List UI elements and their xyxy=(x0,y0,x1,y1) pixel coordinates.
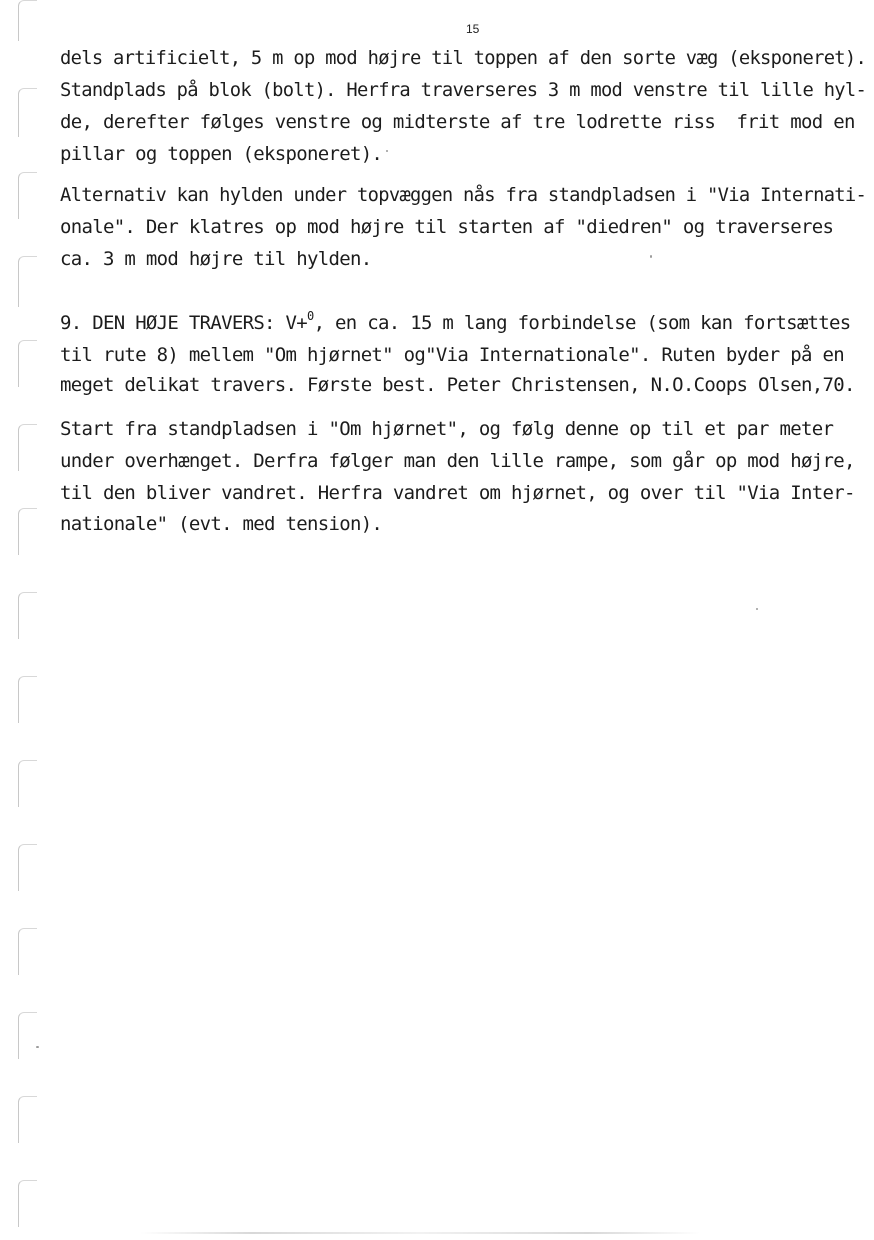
scan-speck xyxy=(36,1046,39,1048)
route-heading-line xyxy=(60,308,851,334)
scan-speck xyxy=(386,150,388,152)
route-number: 9. xyxy=(60,312,82,334)
binder-mark xyxy=(18,760,37,807)
binder-mark xyxy=(18,0,37,41)
route-name: DEN HØJE TRAVERS: xyxy=(92,312,275,334)
binder-mark xyxy=(18,676,37,723)
scan-speck xyxy=(650,255,652,258)
route-grade-superscript: 0 xyxy=(307,308,314,323)
page-number: 15 xyxy=(466,22,480,36)
binder-mark xyxy=(18,256,37,307)
binder-mark xyxy=(18,1096,37,1143)
text-line: Alternativ kan hylden under topvæggen nås fra standpladsen i "Via Internati- xyxy=(60,184,867,206)
text-line: til den bliver vandret. Herfra vandret om hjørnet, og over til "Via Inter- xyxy=(60,482,855,504)
binder-mark xyxy=(18,340,37,387)
binder-mark xyxy=(18,424,37,471)
text-line: til rute 8) mellem "Om hjørnet" og"Via Internationale". Ruten byder på en xyxy=(60,344,844,366)
binder-mark xyxy=(18,1180,37,1227)
text-line: onale". Der klatres op mod højre til starten af "diedren" og traverseres xyxy=(60,216,834,238)
text-line: nationale" (evt. med tension). xyxy=(60,513,383,535)
text-line: under overhænget. Derfra følger man den lille rampe, som går op mod højre, xyxy=(60,450,855,472)
route-description-start: , en ca. 15 m lang forbindelse (som kan fortsættes xyxy=(313,312,851,334)
route-grade: V+ xyxy=(285,312,308,334)
binder-mark xyxy=(18,508,37,555)
binder-mark xyxy=(18,592,37,639)
text-line: ca. 3 m mod højre til hylden. xyxy=(60,248,372,270)
text-line: de, derefter følges venstre og midterste af tre lodrette riss frit mod en xyxy=(60,111,855,133)
binder-mark xyxy=(18,928,37,975)
text-line: meget delikat travers. Første best. Peter Christensen, N.O.Coops Olsen,70. xyxy=(60,374,855,396)
binder-mark xyxy=(18,172,37,219)
scan-edge-smudge xyxy=(140,1232,700,1234)
binder-mark xyxy=(18,844,37,891)
binder-mark xyxy=(18,1012,37,1059)
text-line: Standplads på blok (bolt). Herfra traverseres 3 m mod venstre til lille hyl- xyxy=(60,79,867,101)
text-line: dels artificielt, 5 m op mod højre til toppen af den sorte væg (eksponeret). xyxy=(60,47,867,69)
text-line: pillar og toppen (eksponeret). xyxy=(60,143,383,165)
text-line: Start fra standpladsen i "Om hjørnet", og følg denne op til et par meter xyxy=(60,418,834,440)
binder-mark xyxy=(18,88,37,137)
scan-speck xyxy=(756,608,758,610)
